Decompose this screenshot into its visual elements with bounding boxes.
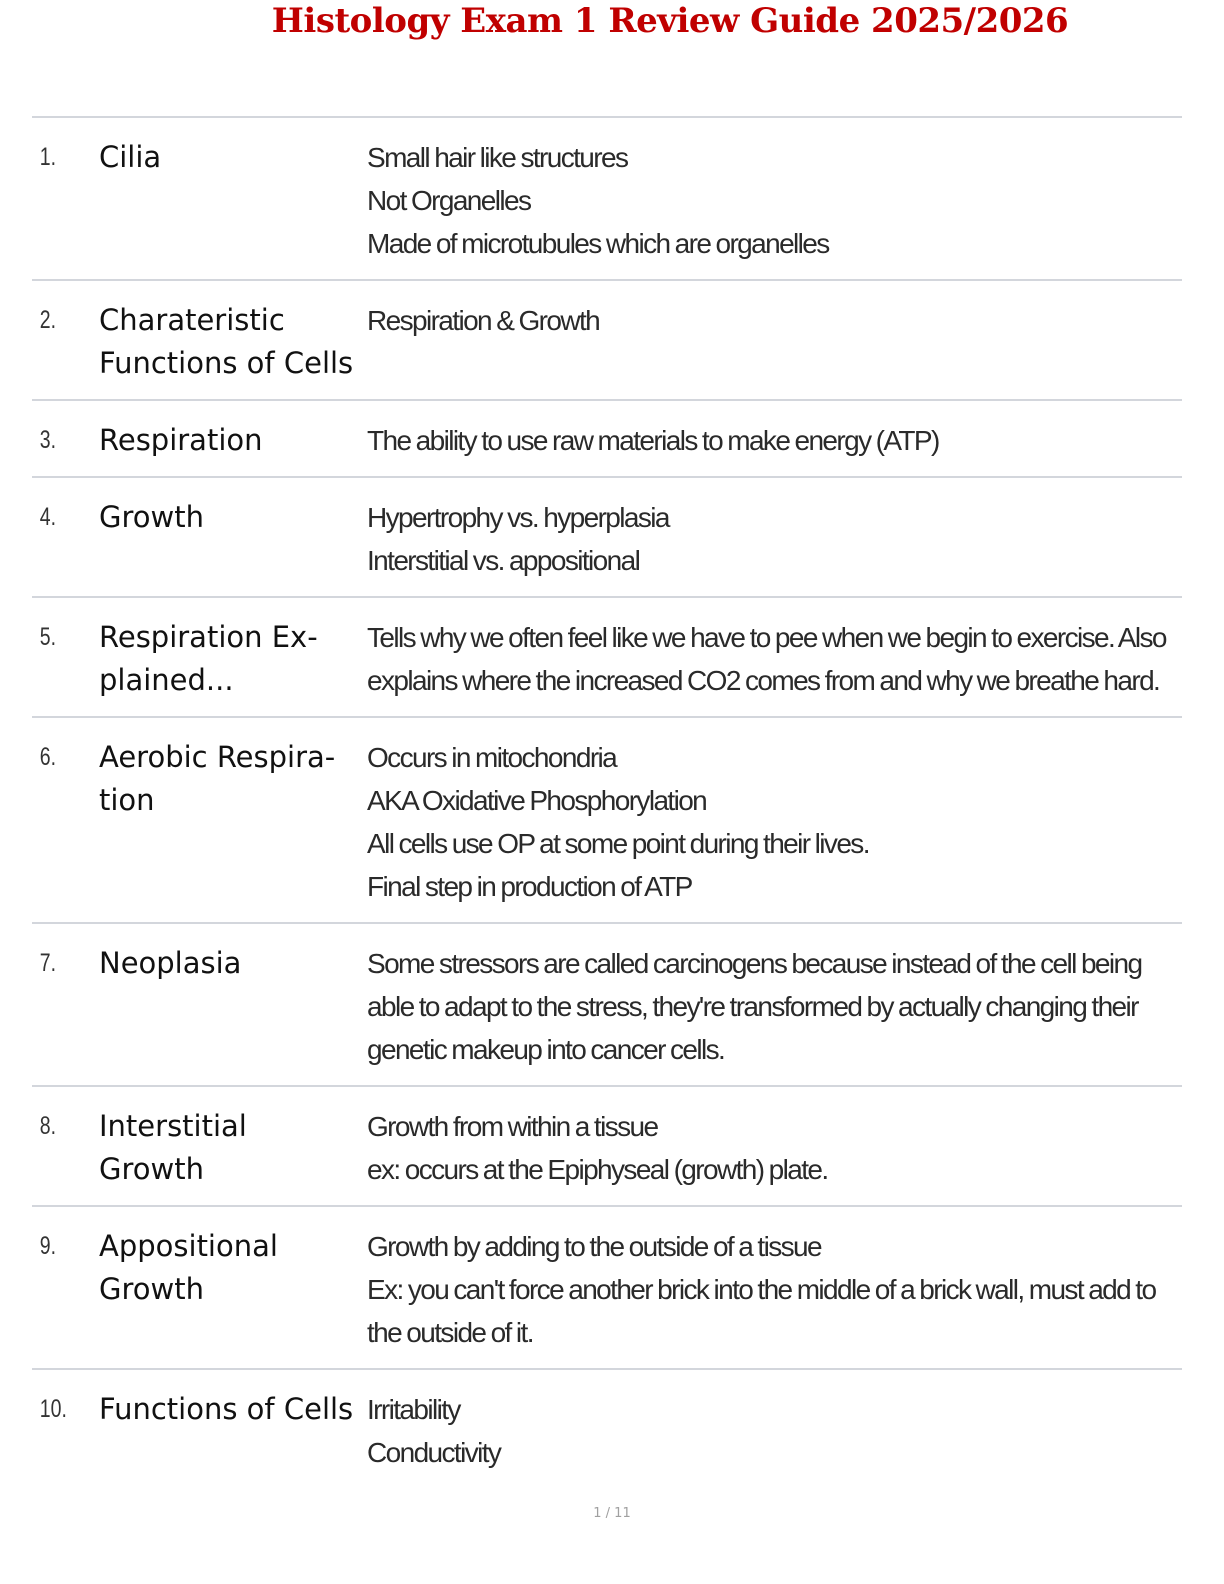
page-indicator: 1 / 11	[593, 1506, 631, 1521]
definition-line: Growth from within a tissue	[367, 1111, 658, 1142]
card-definition	[367, 736, 1182, 908]
card-number: 8.	[39, 1112, 57, 1140]
definition-line: Some stressors are called carcinogens because instead of the cell being able to adapt to the stress, they're transformed by actually changing their genetic makeup into cancer cells.	[367, 948, 1142, 1065]
definition-line: All cells use OP at some point during their lives.	[367, 828, 869, 859]
definition-line: Ex: you can't force another brick into the middle of a brick wall, must add to the outside of it.	[367, 1274, 1156, 1348]
card-number: 3.	[39, 426, 57, 454]
card-definition	[367, 1225, 1182, 1354]
card-number: 1.	[39, 143, 57, 171]
card-term: Neoplasia	[99, 946, 242, 980]
definition-line: Not Organelles	[367, 185, 531, 216]
card-number: 5.	[39, 623, 57, 651]
card-number: 10.	[39, 1395, 67, 1423]
definition-line: Hypertrophy vs. hyperplasia	[367, 502, 669, 533]
flashcard-row	[32, 1207, 1182, 1370]
definition-line: Growth by adding to the outside of a tissue	[367, 1231, 821, 1262]
flashcard-row	[32, 281, 1182, 401]
card-definition	[367, 496, 1182, 582]
card-number: 4.	[39, 503, 57, 531]
flashcard-row	[32, 718, 1182, 924]
card-definition	[367, 299, 1182, 342]
card-definition	[367, 616, 1182, 702]
definition-line: Made of microtubules which are organelles	[367, 228, 829, 259]
card-term: Respiration	[99, 423, 263, 457]
card-term: Appositional Growth	[99, 1229, 278, 1306]
flashcard-row	[32, 401, 1182, 478]
flashcard-row	[32, 118, 1182, 281]
definition-line: AKA Oxidative Phosphorylation	[367, 785, 707, 816]
card-term: Interstitial Growth	[99, 1109, 247, 1186]
card-term: Charateristic Functions of Cells	[99, 303, 354, 380]
definition-line: Interstitial vs. appositional	[367, 545, 640, 576]
card-definition	[367, 942, 1182, 1071]
card-term: Growth	[99, 500, 204, 534]
card-definition	[367, 1388, 1182, 1474]
card-definition	[367, 136, 1182, 265]
flashcard-row	[32, 924, 1182, 1087]
card-term: Cilia	[99, 140, 162, 174]
definition-line: The ability to use raw materials to make energy (ATP)	[367, 425, 939, 456]
flashcard-row	[32, 1370, 1182, 1488]
definition-line: Respiration & Growth	[367, 305, 600, 336]
card-term: Respiration Ex- plained...	[99, 620, 318, 697]
card-number: 9.	[39, 1232, 57, 1260]
flashcard-row	[32, 1087, 1182, 1207]
flashcard-row	[32, 598, 1182, 718]
flashcard-list	[32, 116, 1182, 1488]
page-title: Histology Exam 1 Review Guide 2025/2026	[271, 1, 1069, 41]
definition-line: Final step in production of ATP	[367, 871, 692, 902]
card-definition	[367, 419, 1182, 462]
definition-line: Occurs in mitochondria	[367, 742, 617, 773]
definition-line: ex: occurs at the Epiphyseal (growth) plate.	[367, 1154, 828, 1185]
definition-line: Irritability	[367, 1394, 460, 1425]
card-term: Functions of Cells	[99, 1392, 354, 1426]
definition-line: Conductivity	[367, 1437, 501, 1468]
definition-line: Tells why we often feel like we have to pee when we begin to exercise. Also explains where the increased CO2 comes from and why we breathe hard.	[367, 622, 1166, 696]
card-number: 2.	[39, 306, 57, 334]
card-number: 6.	[39, 743, 57, 771]
card-term: Aerobic Respira- tion	[99, 740, 336, 817]
card-definition	[367, 1105, 1182, 1191]
card-number: 7.	[39, 949, 57, 977]
flashcard-row	[32, 478, 1182, 598]
definition-line: Small hair like structures	[367, 142, 628, 173]
